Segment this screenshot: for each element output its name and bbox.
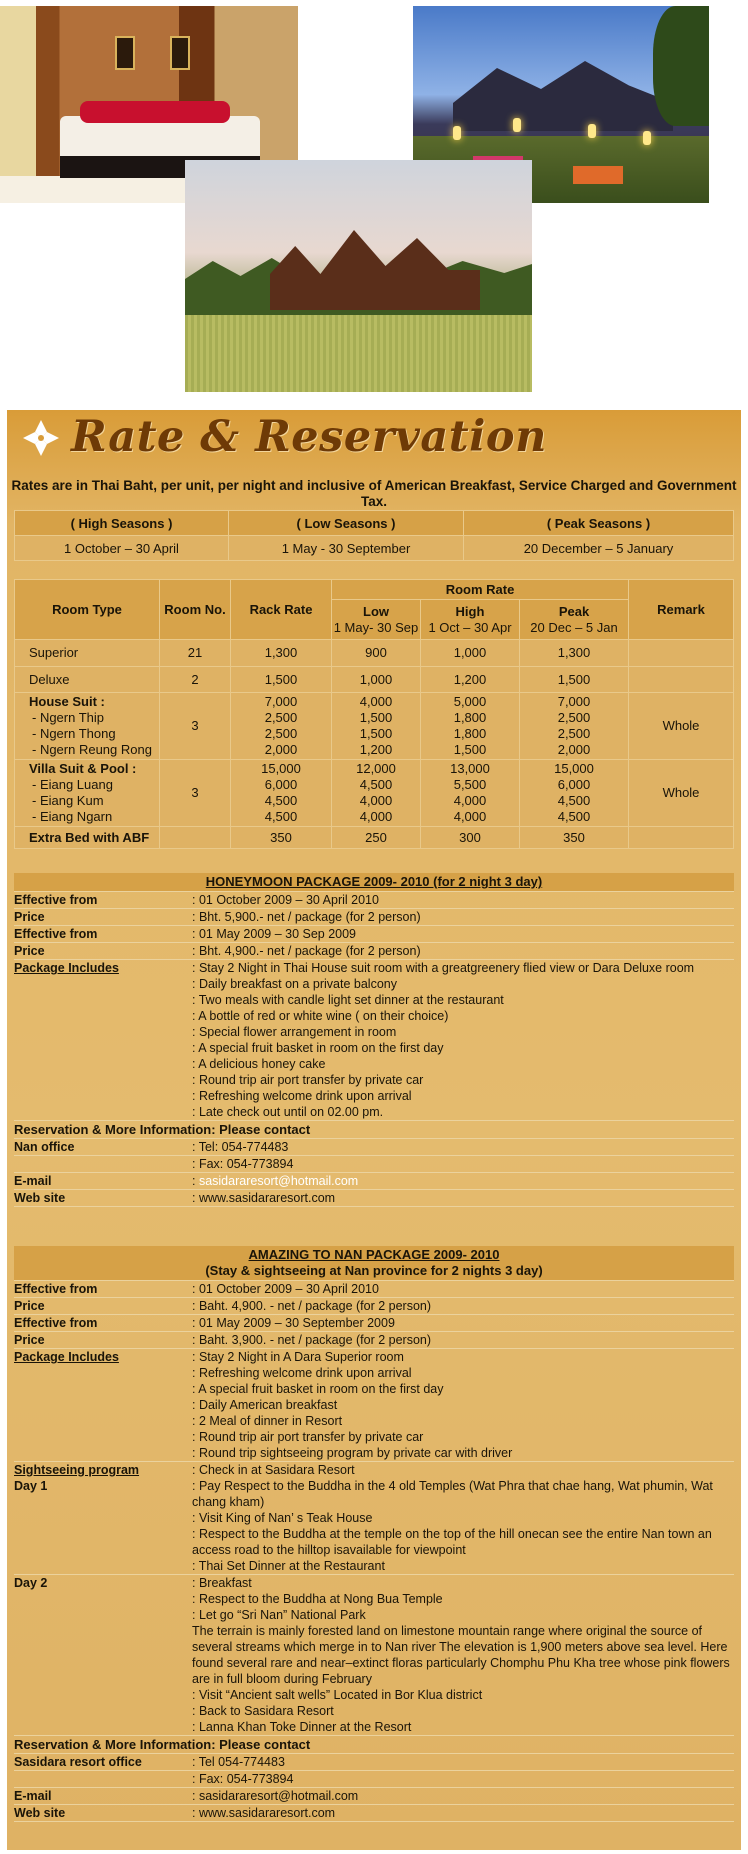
- email-link[interactable]: sasidararesort@hotmail.com: [198, 1174, 359, 1188]
- lantern: [643, 131, 651, 145]
- list-item: : Fax: 054-773894: [14, 1771, 734, 1788]
- wall-art: [115, 36, 135, 70]
- wooden-house: [270, 230, 480, 310]
- list-item: Price : Bht. 4,900.- net / package (for 2 person): [14, 943, 734, 960]
- header-remark: Remark: [629, 580, 734, 640]
- website-link[interactable]: : www.sasidararesort.com: [192, 1806, 336, 1820]
- list-item: Effective from : 01 May 2009 – 30 Sep 2009: [14, 926, 734, 943]
- room-rate-table: [14, 579, 734, 849]
- lantern: [453, 126, 461, 140]
- package-includes: Package Includes : Stay 2 Night in Thai House suit room with a greatgreenery flied view or Dara Deluxe room : Daily breakfast on a private balcony : Two meals with candle light set dinner at the restaurant : A bottle of red or white wine ( on their choice) : Special flower arrangement in room : A special fruit basket in room on the first day : A delicious honey cake : Round trip air port transfer by private car : Refreshing welcome drink upon arrival : Late check out until on 02.00 pm.: [14, 960, 734, 1121]
- list-item: Effective from : 01 October 2009 – 30 April 2010: [14, 1281, 734, 1298]
- table-row: Extra Bed with ABF 350 250 300 350: [15, 827, 734, 849]
- thai-house: [453, 61, 673, 131]
- package-title: HONEYMOON PACKAGE 2009- 2010 (for 2 night 3 day): [14, 873, 734, 892]
- cushion: [573, 166, 623, 184]
- table-row: Superior 21 1,300 900 1,000 1,300: [15, 640, 734, 667]
- table-row: Villa Suit & Pool : - Eiang Luang - Eiang Kum - Eiang Ngarn 3 15,000 6,000 4,500 4,500 12,000 4,500 4,000 4,000 13,000 5,500 4,000 4,000 15,000 6,000 4,500 4,500 Whole: [15, 760, 734, 827]
- table-row: Deluxe 2 1,500 1,000 1,200 1,500: [15, 667, 734, 693]
- list-item: E-mail : sasidararesort@hotmail.com: [14, 1173, 734, 1190]
- website-link[interactable]: : www.sasidararesort.com: [192, 1191, 336, 1205]
- list-item: Price : Bht. 5,900.- net / package (for 2 person): [14, 909, 734, 926]
- field-photo: [185, 160, 532, 392]
- contact-heading: Reservation & More Information: Please contact: [14, 1121, 734, 1139]
- list-item: Effective from : 01 October 2009 – 30 April 2010: [14, 892, 734, 909]
- list-item: Price : Baht. 4,900. - net / package (for 2 person): [14, 1298, 734, 1315]
- honeymoon-package: [14, 873, 734, 1207]
- seasons-table: [14, 510, 734, 561]
- rates-intro: Rates are in Thai Baht, per unit, per night and inclusive of American Breakfast, Service Charged and Government Tax.: [11, 478, 737, 509]
- list-item: Sasidara resort office : Tel 054-774483: [14, 1754, 734, 1771]
- pillows: [80, 101, 230, 123]
- tree: [653, 6, 709, 126]
- season-name: ( High Seasons ): [15, 511, 229, 536]
- lantern: [588, 124, 596, 138]
- header-high: High 1 Oct – 30 Apr: [421, 600, 520, 640]
- page-title: Rate & Reservation: [71, 412, 547, 462]
- table-row: House Suit : - Ngern Thip - Ngern Thong - Ngern Reung Rong 3 7,000 2,500 2,500 2,000 4,000 1,500 1,500 1,200 5,000 1,800 1,800 1,500 7,000 2,500 2,500 2,000 Whole: [15, 693, 734, 760]
- day-two: Day 2 : Breakfast : Respect to the Buddha at Nong Bua Temple : Let go “Sri Nan” National Park The terrain is mainly forested land on limestone mountain range where original the source of several streams which merge in to Nan river The elevation is 1,900 meters above sea level. Here found several rare and near–extinct floras particularly Chomphu Phu Kha tree whose pink flowers are in full bloom during February : Visit “Ancient salt wells” Located in Bor Klua district : Back to Sasidara Resort : Lanna Khan Toke Dinner at the Resort: [14, 1575, 734, 1736]
- season-dates: 1 October – 30 April: [15, 536, 229, 561]
- list-item: Price : Baht. 3,900. - net / package (for 2 person): [14, 1332, 734, 1349]
- wall-art: [170, 36, 190, 70]
- email-link[interactable]: : sasidararesort@hotmail.com: [192, 1789, 359, 1803]
- lantern: [513, 118, 521, 132]
- rice-field: [185, 315, 532, 392]
- rate-panel: [7, 410, 741, 1850]
- season-dates: 1 May - 30 September: [229, 536, 464, 561]
- list-item: Nan office : Tel: 054-774483: [14, 1139, 734, 1156]
- header-rack-rate: Rack Rate: [231, 580, 332, 640]
- list-item: E-mail : sasidararesort@hotmail.com: [14, 1788, 734, 1805]
- header-room-type: Room Type: [15, 580, 160, 640]
- season-name: ( Peak Seasons ): [464, 511, 734, 536]
- contact-heading: Reservation & More Information: Please contact: [14, 1736, 734, 1754]
- package-includes: Package Includes : Stay 2 Night in A Dara Superior room : Refreshing welcome drink upon arrival : A special fruit basket in room on the first day : Daily American breakfast : 2 Meal of dinner in Resort : Round trip air port transfer by private car : Round trip sightseeing program by private car with driver: [14, 1349, 734, 1462]
- list-item: : Fax: 054-773894: [14, 1156, 734, 1173]
- season-name: ( Low Seasons ): [229, 511, 464, 536]
- panel-header: [7, 410, 741, 472]
- header-room-no: Room No.: [160, 580, 231, 640]
- season-dates: 20 December – 5 January: [464, 536, 734, 561]
- amazing-package: [14, 1246, 734, 1822]
- header-low: Low 1 May- 30 Sep: [332, 600, 421, 640]
- header-peak: Peak 20 Dec – 5 Jan: [520, 600, 629, 640]
- package-title: AMAZING TO NAN PACKAGE 2009- 2010 (Stay & sightseeing at Nan province for 2 nights 3 day): [14, 1246, 734, 1281]
- flower-icon: [21, 418, 61, 458]
- list-item: Web site : www.sasidararesort.com: [14, 1190, 734, 1207]
- list-item: Web site : www.sasidararesort.com: [14, 1805, 734, 1822]
- header-room-rate: Room Rate: [332, 580, 629, 600]
- list-item: Effective from : 01 May 2009 – 30 September 2009: [14, 1315, 734, 1332]
- sightseeing-program: Sightseeing program Day 1 : Check in at Sasidara Resort : Pay Respect to the Buddha in the 4 old Temples (Wat Phra that chae hang, Wat phumin, Wat chang kham) : Visit King of Nan’ s Teak House : Respect to the Buddha at the temple on the top of the hill onecan see the entire Nan town an access road to the hilltop isavailable for viewpoint : Thai Set Dinner at the Restaurant: [14, 1462, 734, 1575]
